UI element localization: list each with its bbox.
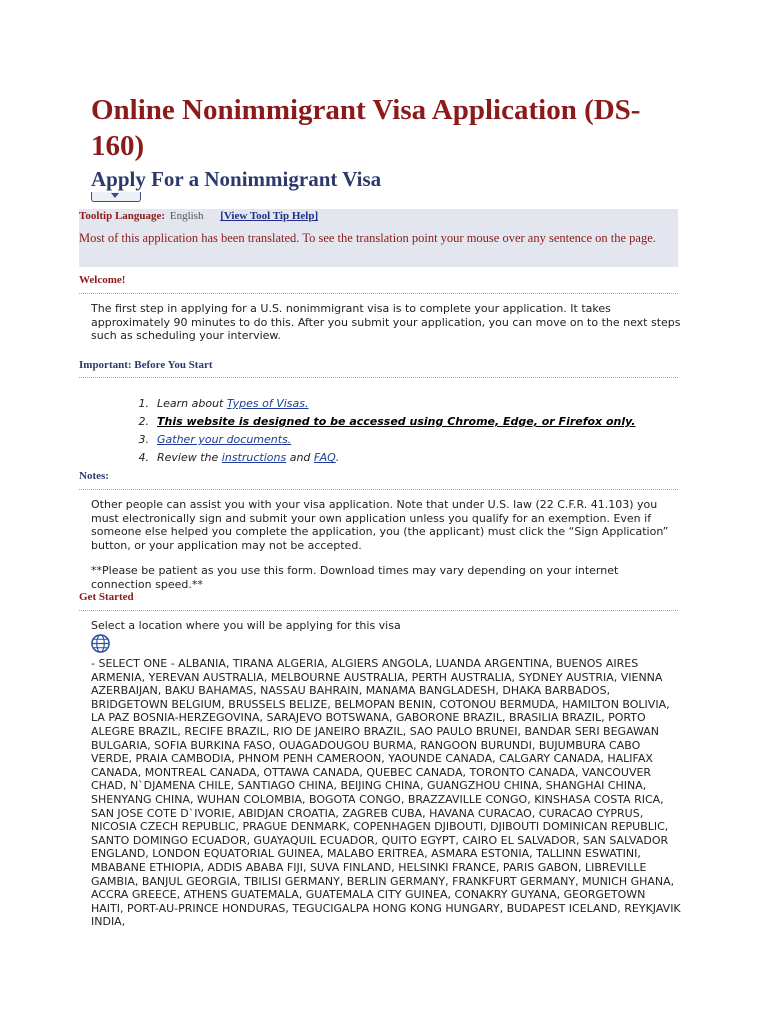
notes-text: Other people can assist you with your visa application. Note that under U.S. law (22 C.F.R. 41.103) you must electronically sign and submit your own application unless you qualify for an exemption. Even if someone else helped you complete the application, you (the applicant) must click the “Sign Application” button, or your application may not be accepted. — [91, 498, 669, 552]
translation-notice: Most of this application has been translated. To see the translation point your mouse over any sentence on the page. — [79, 231, 656, 245]
page-title: Online Nonimmigrant Visa Application (DS-160) — [91, 94, 641, 162]
before-you-start-list — [125, 395, 685, 467]
important-heading: Important: Before You Start — [79, 359, 213, 371]
list-item — [125, 431, 685, 449]
step-number: 4. — [138, 451, 149, 464]
faq-link[interactable]: FAQ — [313, 451, 336, 464]
divider — [79, 293, 678, 294]
step-number: 1. — [138, 397, 149, 410]
get-started-heading: Get Started — [79, 591, 134, 603]
divider — [79, 610, 678, 611]
list-item — [125, 449, 685, 467]
location-prompt: Select a location where you will be applying for this visa — [91, 619, 401, 632]
divider — [79, 489, 678, 490]
tooltip-language-label: Tooltip Language: — [79, 210, 166, 222]
divider — [79, 377, 678, 378]
tooltip-language-row — [79, 209, 318, 223]
notes-heading: Notes: — [79, 470, 109, 482]
step-text: Review the instructions and FAQ. — [157, 451, 340, 464]
browser-requirement-link[interactable]: This website is designed to be accessed using Chrome, Edge, or Firefox only. — [157, 415, 636, 428]
welcome-heading: Welcome! — [79, 274, 126, 286]
view-tooltip-help-link[interactable]: [View Tool Tip Help] — [220, 210, 319, 222]
list-item — [125, 413, 685, 431]
gather-documents-link[interactable]: Gather your documents. — [157, 433, 292, 446]
chevron-down-icon — [111, 193, 119, 198]
list-item — [125, 395, 685, 413]
subtitle-dropdown-tab[interactable] — [91, 192, 141, 202]
tooltip-language-value[interactable]: English — [169, 210, 204, 222]
instructions-link[interactable]: instructions — [221, 451, 287, 464]
location-select-options[interactable]: - SELECT ONE - ALBANIA, TIRANA ALGERIA, ALGIERS ANGOLA, LUANDA ARGENTINA, BUENOS AIRES ARMENIA, YEREVAN AUSTRALIA, MELBOURNE AUSTRALIA, PERTH AUSTRALIA, SYDNEY AUSTRIA, VIENNA AZERBAIJAN, BAKU BAHAMAS, NASSAU BAHRAIN, MANAMA BANGLADESH, DHAKA BARBADOS, BRIDGETOWN BELGIUM, BRUSSELS BELIZE, BELMOPAN BENIN, COTONOU BERMUDA, HAMILTON BOLIVIA, LA PAZ BOSNIA-HERZEGOVINA, SARAJEVO BOTSWANA, GABORONE BRAZIL, BRASILIA BRAZIL, PORTO ALEGRE BRAZIL, RECIFE BRAZIL, RIO DE JANEIRO BRAZIL, SAO PAULO BRUNEI, BANDAR SERI BEGAWAN BULGARIA, SOFIA BURKINA FASO, OUAGADOUGOU BURMA, RANGOON BURUNDI, BUJUMBURA CABO VERDE, PRAIA CAMBODIA, PHNOM PENH CAMEROON, YAOUNDE CANADA, CALGARY CANADA, HALIFAX CANADA, MONTREAL CANADA, OTTAWA CANADA, QUEBEC CANADA, TORONTO CANADA, VANCOUVER CHAD, N`DJAMENA CHILE, SANTIAGO CHINA, BEIJING CHINA, GUANGZHOU CHINA, SHANGHAI CHINA, SHENYANG CHINA, WUHAN COLOMBIA, BOGOTA CONGO, BRAZZAVILLE CONGO, KINSHASA COSTA RICA, SAN JOSE COTE D`IVORIE, ABIDJAN CROATIA, ZAGREB CUBA, HAVANA CURACAO, CURACAO CYPRUS, NICOSIA CZECH REPUBLIC, PRAGUE DENMARK, COPENHAGEN DJIBOUTI, DJIBOUTI DOMINICAN REPUBLIC, SANTO DOMINGO ECUADOR, GUAYAQUIL ECUADOR, QUITO EGYPT, CAIRO EL SALVADOR, SAN SALVADOR ENGLAND, LONDON EQUATORIAL GUINEA, MALABO ERITREA, ASMARA ESTONIA, TALLINN ESWATINI, MBABANE ETHIOPIA, ADDIS ABABA FIJI, SUVA FINLAND, HELSINKI FRANCE, PARIS GABON, LIBREVILLE GAMBIA, BANJUL GEORGIA, TBILISI GERMANY, BERLIN GERMANY, FRANKFURT GERMANY, MUNICH GHANA, ACCRA GREECE, ATHENS GUATEMALA, GUATEMALA CITY GUINEA, CONAKRY GUYANA, GEORGETOWN HAITI, PORT-AU-PRINCE HONDURAS, TEGUCIGALPA HONG KONG HUNGARY, BUDAPEST ICELAND, REYKJAVIK INDIA, — [91, 657, 681, 929]
welcome-text: The first step in applying for a U.S. nonimmigrant visa is to complete your application. It takes approximately 90 minutes to do this. After you submit your application, you can move on to the next steps such as scheduling your interview. — [91, 302, 681, 343]
step-number: 3. — [138, 433, 149, 446]
types-of-visas-link[interactable]: Types of Visas. — [226, 397, 309, 410]
step-text: Learn about Types of Visas. — [157, 397, 309, 410]
patience-notice: **Please be patient as you use this form. Download times may vary depending on your internet connection speed.** — [91, 564, 619, 591]
globe-icon[interactable] — [91, 634, 110, 653]
step-number: 2. — [138, 415, 149, 428]
page-subtitle: Apply For a Nonimmigrant Visa — [91, 167, 382, 191]
